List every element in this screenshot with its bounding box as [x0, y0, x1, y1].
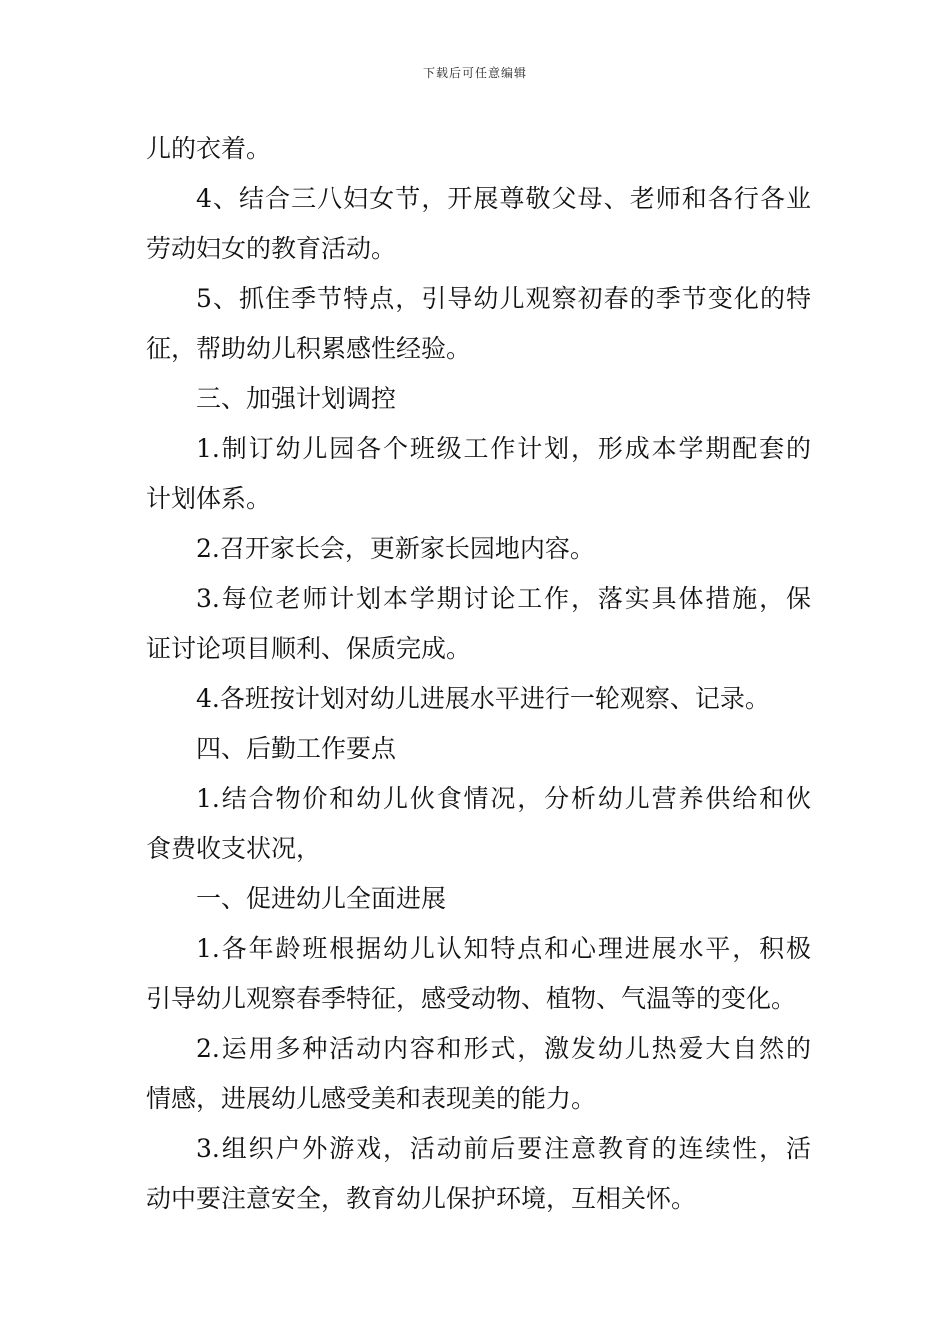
body-line: 征，帮助幼儿积累感性经验。: [146, 334, 472, 363]
body-line: 2.运用多种活动内容和形式，激发幼儿热爱大自然的: [196, 1034, 811, 1063]
body-line: 儿的衣着。: [146, 134, 272, 163]
body-line: 1.各年龄班根据幼儿认知特点和心理进展水平，积极: [196, 934, 811, 963]
body-line: 5、抓住季节特点，引导幼儿观察初春的季节变化的特: [196, 284, 811, 313]
body-line: 证讨论项目顺利、保质完成。: [146, 634, 472, 663]
section-heading: 四、后勤工作要点: [196, 734, 397, 763]
body-line: 劳动妇女的教育活动。: [146, 234, 397, 263]
body-line: 1.制订幼儿园各个班级工作计划，形成本学期配套的: [196, 434, 811, 463]
body-line: 3.每位老师计划本学期讨论工作，落实具体措施，保: [196, 584, 811, 613]
body-line: 动中要注意安全，教育幼儿保护环境，互相关怀。: [146, 1184, 697, 1213]
body-line: 2.召开家长会，更新家长园地内容。: [196, 534, 595, 563]
section-heading: 一、促进幼儿全面进展: [196, 884, 447, 913]
body-line: 食费收支状况，: [146, 834, 322, 863]
body-line: 引导幼儿观察春季特征，感受动物、植物、气温等的变化。: [146, 984, 797, 1013]
body-line: 计划体系。: [146, 484, 272, 513]
section-heading: 三、加强计划调控: [196, 384, 397, 413]
body-line: 3.组织户外游戏，活动前后要注意教育的连续性，活: [196, 1134, 811, 1163]
body-line: 情感，进展幼儿感受美和表现美的能力。: [146, 1084, 597, 1113]
body-line: 4.各班按计划对幼儿进展水平进行一轮观察、记录。: [196, 684, 770, 713]
body-line: 1.结合物价和幼儿伙食情况，分析幼儿营养供给和伙: [196, 784, 811, 813]
page-header: 下载后可任意编辑: [422, 66, 527, 80]
document-body: [146, 124, 811, 1224]
body-line: 4、结合三八妇女节，开展尊敬父母、老师和各行各业: [196, 184, 811, 213]
